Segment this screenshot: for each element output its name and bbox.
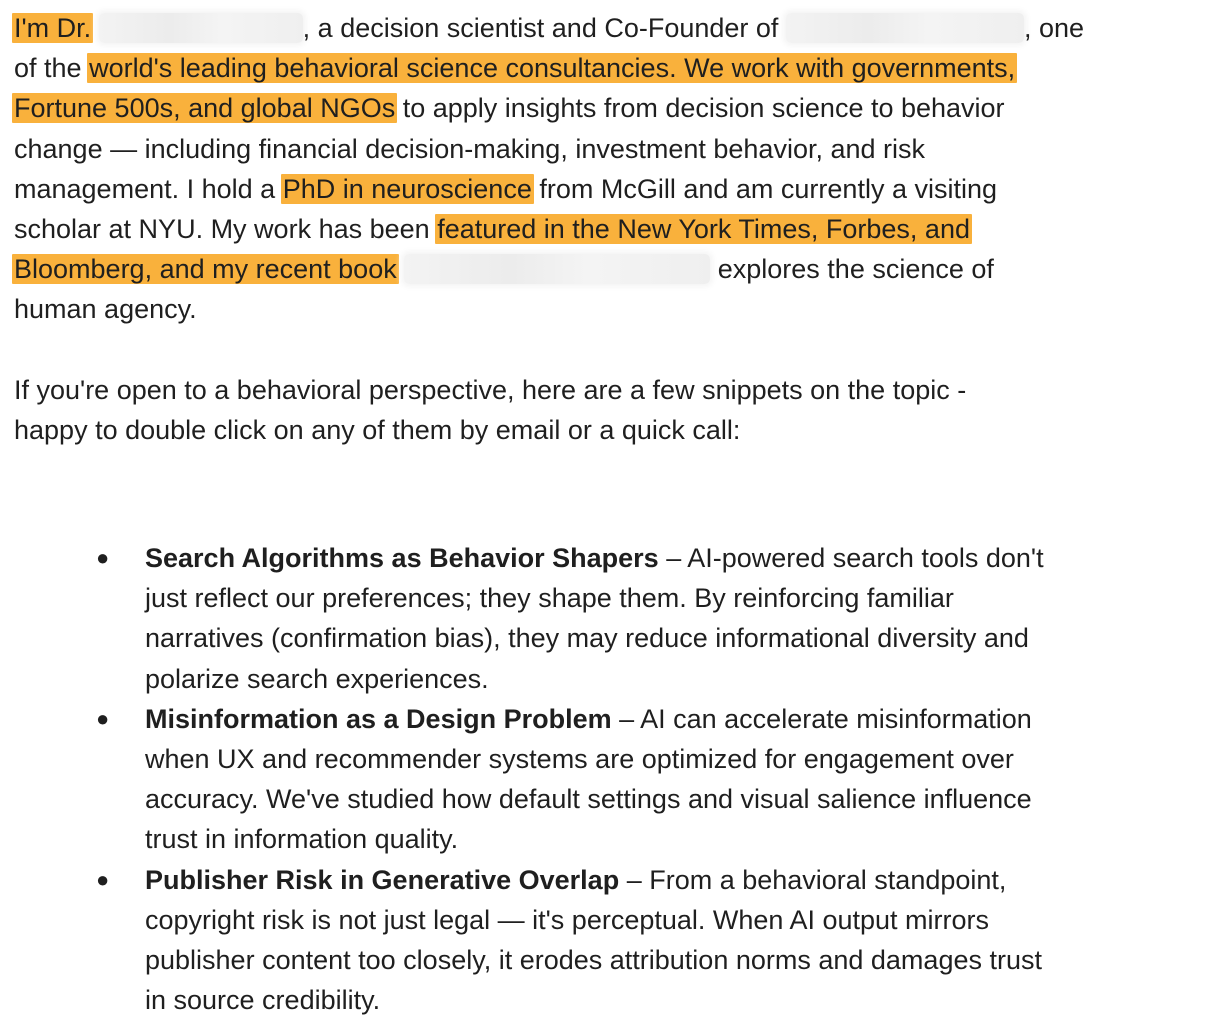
bullet-icon: ●	[96, 866, 110, 892]
text-fragment: scholar at NYU. My work has been	[14, 214, 430, 245]
text-fragment: explores the science of	[717, 254, 994, 285]
highlight: Bloomberg, and my recent book	[14, 254, 397, 285]
snippet-line: in source credibility.	[145, 985, 381, 1016]
snippet-line	[145, 699, 1204, 739]
snippet-item	[14, 699, 1204, 860]
text-fragment: of the	[14, 53, 82, 84]
snippet-line: trust in information quality.	[145, 824, 459, 855]
snippet-line	[145, 860, 1204, 900]
text-fragment: management. I hold a	[14, 173, 276, 204]
snippet-line: accuracy. We've studied how default settings and visual salience influence	[145, 784, 1032, 815]
highlight: world's leading behavioral science consultancies. We work with governments,	[89, 53, 1016, 84]
intro-line	[14, 88, 1204, 128]
snippet-text: – AI-powered search tools don't	[658, 543, 1044, 574]
bullet-icon: ●	[96, 545, 110, 571]
intro-line	[14, 169, 1204, 209]
snippet-text: – From a behavioral standpoint,	[619, 864, 1007, 895]
intro-line	[14, 289, 1204, 329]
snippet-line	[145, 538, 1204, 578]
snippet-line: polarize search experiences.	[145, 663, 489, 694]
intro-line	[14, 8, 1204, 48]
highlight: I'm Dr.	[14, 13, 92, 43]
snippet-line: when UX and recommender systems are optimized for engagement over	[145, 744, 1014, 775]
redacted-book-title	[404, 254, 710, 284]
highlight: PhD in neuroscience	[282, 173, 532, 204]
email-body	[14, 8, 1204, 1020]
snippet-item	[14, 538, 1204, 699]
intro-line	[14, 209, 1204, 249]
text-fragment: , a decision scientist and Co-Founder of	[302, 13, 779, 43]
snippet-line: narratives (confirmation bias), they may reduce informational diversity and	[145, 623, 1029, 654]
redacted-name	[99, 13, 303, 43]
snippet-line: just reflect our preferences; they shape them. By reinforcing familiar	[145, 583, 954, 614]
snippet-list	[14, 538, 1204, 1020]
snippet-title: Search Algorithms as Behavior Shapers	[145, 543, 659, 574]
snippet-line: publisher content too closely, it erodes attribution norms and damages trust	[145, 945, 1042, 976]
text-fragment: , one	[1023, 13, 1085, 43]
text-fragment: change — including financial decision-making, investment behavior, and risk	[14, 133, 925, 164]
intro-line	[14, 249, 1204, 289]
highlight: Fortune 500s, and global NGOs	[14, 93, 396, 124]
snippet-line: copyright risk is not just legal — it's perceptual. When AI output mirrors	[145, 904, 990, 935]
bullet-icon: ●	[96, 705, 110, 731]
text-fragment: to apply insights from decision science to behavior	[402, 93, 1005, 124]
redacted-company	[786, 13, 1024, 43]
intro-line	[14, 48, 1204, 88]
intro-paragraph	[14, 8, 1204, 330]
intro-line	[14, 129, 1204, 169]
snippet-text: – AI can accelerate misinformation	[611, 703, 1032, 734]
snippet-title: Misinformation as a Design Problem	[145, 703, 612, 734]
offer-paragraph	[14, 370, 1204, 450]
offer-line: If you're open to a behavioral perspective, here are a few snippets on the topic -	[14, 374, 967, 405]
snippet-title: Publisher Risk in Generative Overlap	[145, 864, 620, 895]
text-fragment: human agency.	[14, 294, 197, 325]
snippet-item	[14, 860, 1204, 1020]
offer-line: happy to double click on any of them by email or a quick call:	[14, 414, 741, 445]
highlight: featured in the New York Times, Forbes, and	[437, 214, 970, 245]
text-fragment: from McGill and am currently a visiting	[539, 173, 997, 204]
